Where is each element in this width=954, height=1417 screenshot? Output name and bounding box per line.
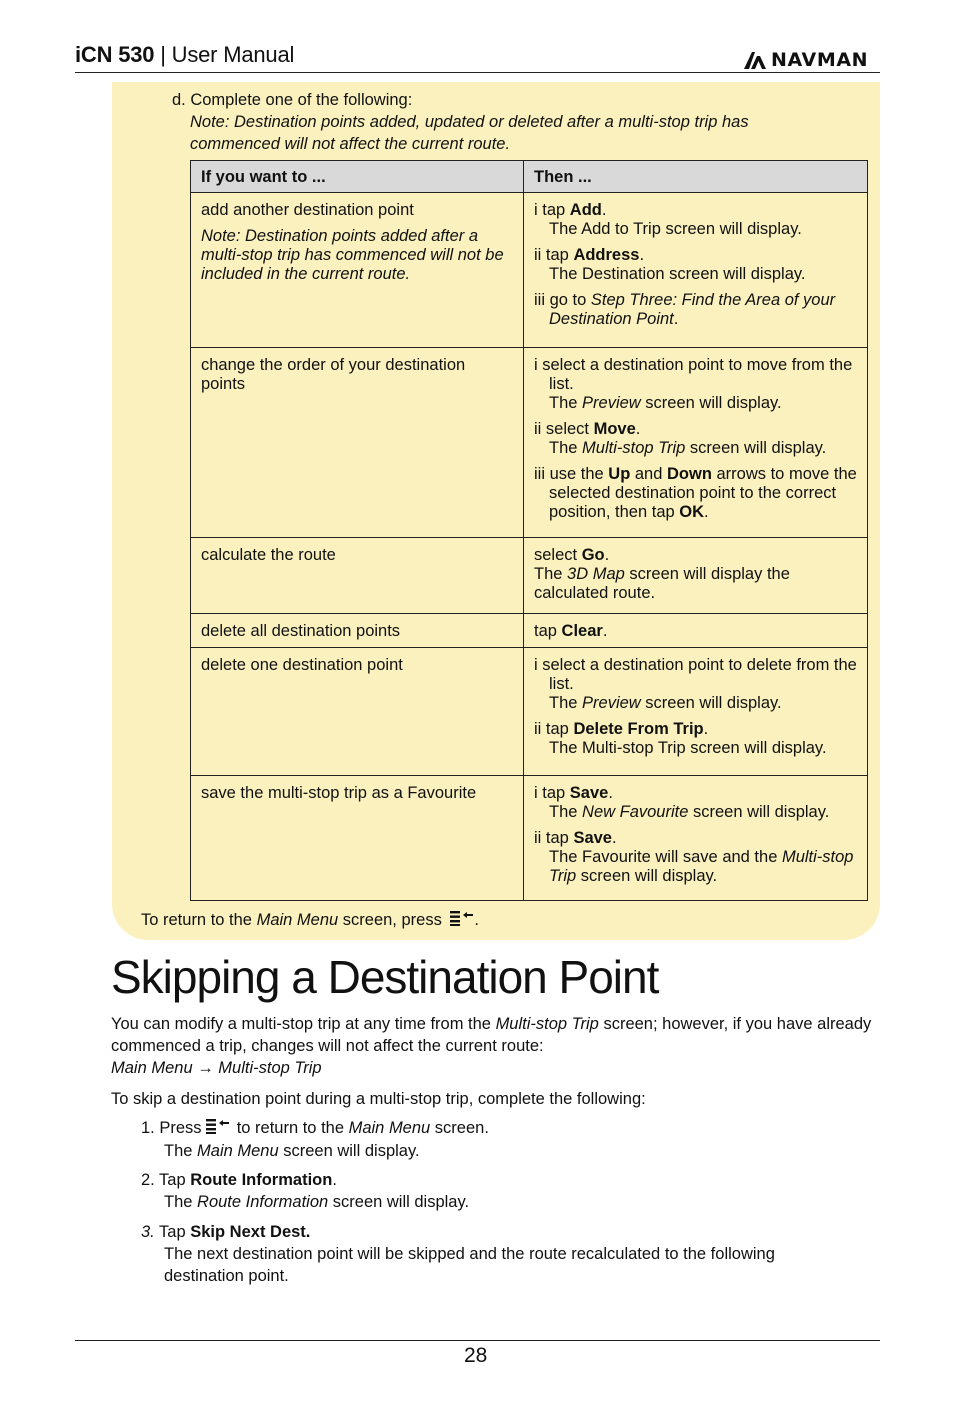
then-cell <box>524 348 868 538</box>
arrow-right-icon: → <box>192 1059 219 1077</box>
main-menu-icon <box>450 910 474 931</box>
step-d: d. Complete one of the following: <box>172 91 413 109</box>
want-cell <box>191 348 524 538</box>
substep-i: i tap Save. The New Favourite screen will display. <box>534 784 830 821</box>
want-cell <box>191 614 524 648</box>
options-table <box>190 160 868 901</box>
page-number: 28 <box>464 1344 488 1367</box>
want-cell <box>191 776 524 901</box>
menu-path: Main Menu → Multi-stop Trip <box>111 1059 322 1077</box>
want-text: delete all destination points <box>201 622 401 640</box>
intro-paragraph: You can modify a multi-stop trip at any time from the Multi-stop Trip screen; however, if you have already commenced a trip, changes will not affect the current route: <box>111 1015 872 1055</box>
step-1: 1. Press to return to the Main Menu screen. The Main Menu screen will display. <box>141 1119 489 1160</box>
want-cell <box>191 648 524 776</box>
main-menu-icon <box>206 1118 230 1140</box>
return-instruction: To return to the Main Menu screen, press . <box>141 911 480 929</box>
substep-iii: iii go to Step Three: Find the Area of your Destination Point. <box>534 291 836 328</box>
then-cell <box>524 538 868 614</box>
step-3: 3. Tap Skip Next Dest. The next destination point will be skipped and the route recalculated to the following destination point. <box>141 1223 775 1285</box>
want-text: calculate the route <box>201 546 336 564</box>
manual-title: User Manual <box>171 42 295 67</box>
table-row <box>191 193 868 348</box>
table-row <box>191 648 868 776</box>
table-row <box>191 348 868 538</box>
want-text: change the order of your destination points <box>201 356 466 393</box>
substep-i: i select a destination point to move from the list. The Preview screen will display. <box>534 356 853 412</box>
step-2: 2. Tap Route Information. The Route Information screen will display. <box>141 1171 470 1211</box>
then-cell <box>524 614 868 648</box>
table-row <box>191 614 868 648</box>
then-cell <box>524 776 868 901</box>
substep-ii: ii tap Save. The Favourite will save and the Multi-stop Trip screen will display. <box>534 829 854 885</box>
then-cell <box>524 648 868 776</box>
substep-ii: ii select Move. The Multi-stop Trip screen will display. <box>534 420 827 457</box>
header-rule <box>75 72 880 73</box>
then-cell <box>524 193 868 348</box>
skip-intro: To skip a destination point during a multi-stop trip, complete the following: <box>111 1090 646 1108</box>
header-want: If you want to ... <box>191 161 524 193</box>
want-text: delete one destination point <box>201 656 403 674</box>
header-separator: | <box>154 42 172 67</box>
product-name: iCN 530 <box>75 42 155 67</box>
header-then: Then ... <box>524 161 868 193</box>
want-cell <box>191 193 524 348</box>
want-cell <box>191 538 524 614</box>
substep-ii: ii tap Delete From Trip. The Multi-stop Trip screen will display. <box>534 720 827 757</box>
table-header-row <box>191 161 868 193</box>
substep-iii: iii use the Up and Down arrows to move the selected destination point to the correct position, then tap OK. <box>534 465 857 521</box>
want-text: save the multi-stop trip as a Favourite <box>201 784 477 802</box>
want-note: Note: Destination points added after a multi-stop trip has commenced will not be included in the current route. <box>201 227 504 283</box>
footer-rule <box>75 1340 880 1341</box>
action-text: select Go. The 3D Map screen will display the calculated route. <box>534 546 790 602</box>
document-header-title <box>75 42 294 68</box>
step-d-note: Note: Destination points added, updated or deleted after a multi-stop trip has commenced will not affect the current route. <box>190 113 749 153</box>
brand-name: NAVMAN <box>771 49 869 71</box>
substep-ii: ii tap Address. The Destination screen will display. <box>534 246 806 283</box>
navman-logo <box>743 47 868 73</box>
action-text: tap Clear. <box>534 622 608 640</box>
substep-i: i tap Add. The Add to Trip screen will display. <box>534 201 802 238</box>
table-row <box>191 776 868 901</box>
table-row <box>191 538 868 614</box>
navman-logo-icon <box>743 50 767 70</box>
want-text: add another destination point <box>201 201 414 219</box>
substep-i: i select a destination point to delete from the list. The Preview screen will display. <box>534 656 857 712</box>
section-heading: Skipping a Destination Point <box>111 951 659 1003</box>
